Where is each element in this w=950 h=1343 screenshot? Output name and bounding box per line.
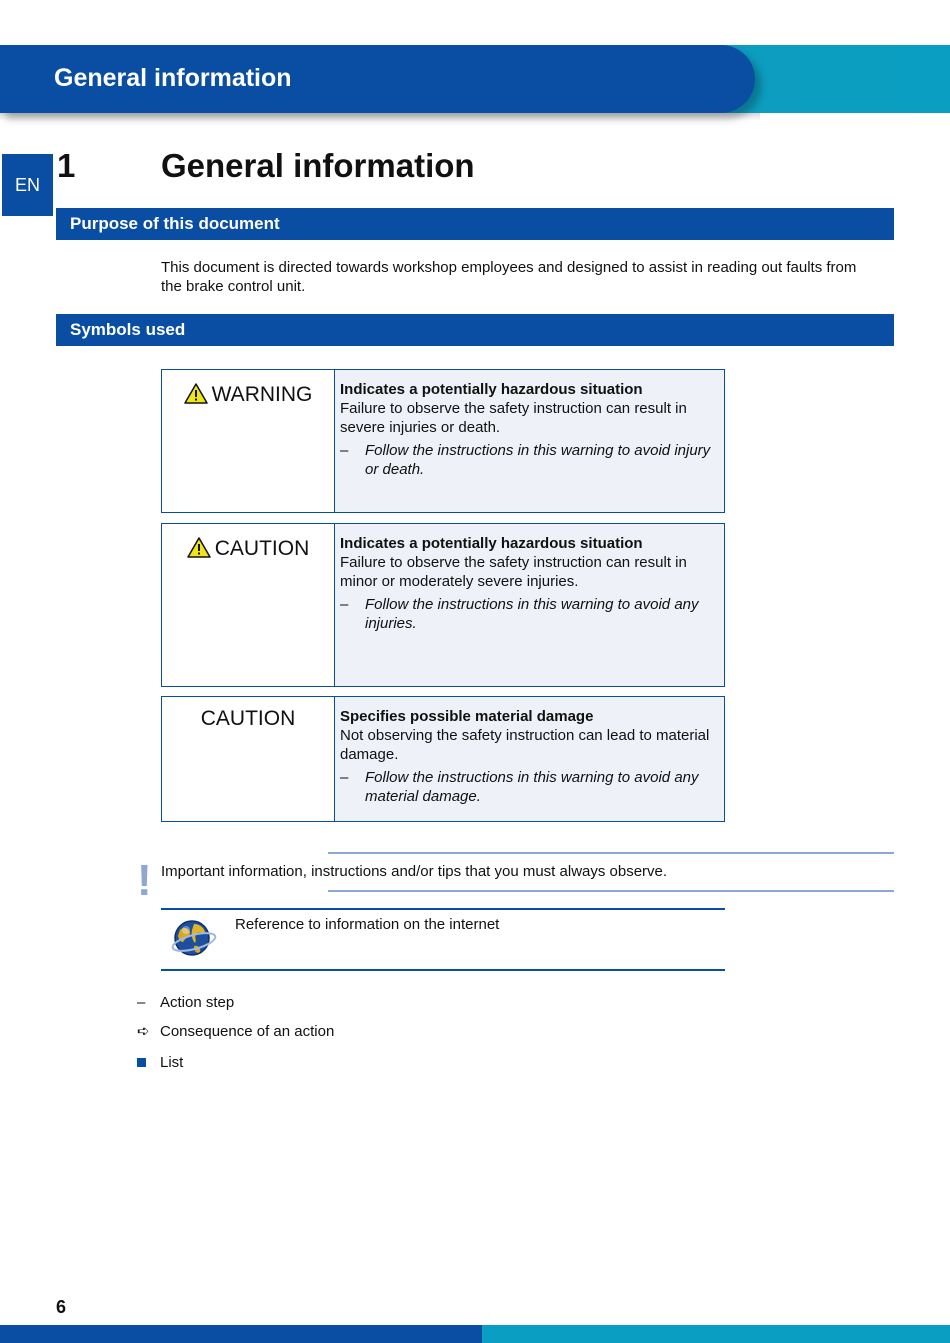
- symbol-label-cell: [162, 370, 335, 512]
- note-rule-top: [328, 852, 894, 854]
- section-heading-purpose: Purpose of this document: [56, 208, 894, 240]
- symbol-label-cell: [162, 697, 335, 821]
- legend-consequence-text: Consequence of an action: [160, 1022, 335, 1040]
- dash-marker: –: [137, 994, 146, 1011]
- symbol-step: [340, 595, 716, 633]
- note-rule-bottom: [328, 890, 894, 892]
- internet-rule-bottom: [161, 969, 725, 971]
- step-dash: –: [340, 442, 349, 459]
- symbol-label-text: CAUTION: [214, 537, 310, 560]
- symbol-step: [340, 441, 716, 479]
- symbol-heading: Indicates a potentially hazardous situation: [340, 381, 643, 398]
- symbol-label-cell: [162, 524, 335, 686]
- step-dash: –: [340, 769, 349, 786]
- footer-band-teal: [482, 1325, 950, 1343]
- symbol-description: [340, 534, 716, 633]
- page-number: 6: [56, 1297, 67, 1317]
- internet-rule-top: [161, 908, 725, 910]
- legend-list-text: List: [160, 1054, 184, 1071]
- symbol-box-caution-injury: [161, 523, 725, 687]
- header-title: General information: [54, 64, 292, 92]
- warning-triangle-icon: [187, 537, 211, 558]
- symbol-label: [162, 707, 334, 731]
- legend-action-step: [137, 994, 234, 1011]
- symbol-body: Failure to observe the safety instruction can result in severe injuries or death.: [340, 400, 687, 436]
- chapter-number: 1: [57, 147, 76, 184]
- legend-consequence: [137, 1022, 334, 1040]
- symbol-step-text: Follow the instructions in this warning to avoid any material damage.: [365, 769, 699, 805]
- symbol-body: Not observing the safety instruction can lead to material damage.: [340, 727, 710, 763]
- step-dash: –: [340, 596, 349, 613]
- symbol-step-text: Follow the instructions in this warning to avoid injury or death.: [365, 442, 711, 478]
- symbol-box-warning: [161, 369, 725, 513]
- legend-list: [137, 1054, 183, 1071]
- symbol-heading: Indicates a potentially hazardous situation: [340, 535, 643, 552]
- symbol-step: [340, 768, 716, 806]
- globe-icon: [170, 918, 218, 963]
- important-note-text: Important information, instructions and/or tips that you must always observe.: [161, 863, 668, 880]
- language-tab: EN: [2, 154, 53, 216]
- internet-note-text: Reference to information on the internet: [235, 916, 500, 933]
- symbol-label-text: CAUTION: [200, 707, 296, 730]
- header-shadow: [0, 113, 760, 121]
- arrow-right-icon: ➪: [137, 1023, 150, 1040]
- chapter-title: General information: [161, 147, 475, 184]
- legend-action-step-text: Action step: [160, 994, 235, 1011]
- symbol-description: [340, 707, 716, 806]
- symbol-heading: Specifies possible material damage: [340, 708, 594, 725]
- purpose-text: This document is directed towards workshop employees and designed to assist in reading out faults from the brake control unit.: [161, 259, 857, 295]
- exclamation-icon: !: [137, 856, 152, 905]
- symbol-body: Failure to observe the safety instruction can result in minor or moderately severe injuries.: [340, 554, 687, 590]
- symbol-label: [162, 383, 334, 407]
- square-bullet-icon: [137, 1058, 146, 1067]
- symbol-step-text: Follow the instructions in this warning to avoid any injuries.: [365, 596, 699, 632]
- footer-band-blue: [0, 1325, 482, 1343]
- symbol-box-caution-material: [161, 696, 725, 822]
- symbol-description: [340, 380, 716, 479]
- symbol-label: [162, 537, 334, 561]
- symbol-label-text: WARNING: [211, 383, 313, 406]
- warning-triangle-icon: [184, 383, 208, 404]
- section-heading-symbols: Symbols used: [56, 314, 894, 346]
